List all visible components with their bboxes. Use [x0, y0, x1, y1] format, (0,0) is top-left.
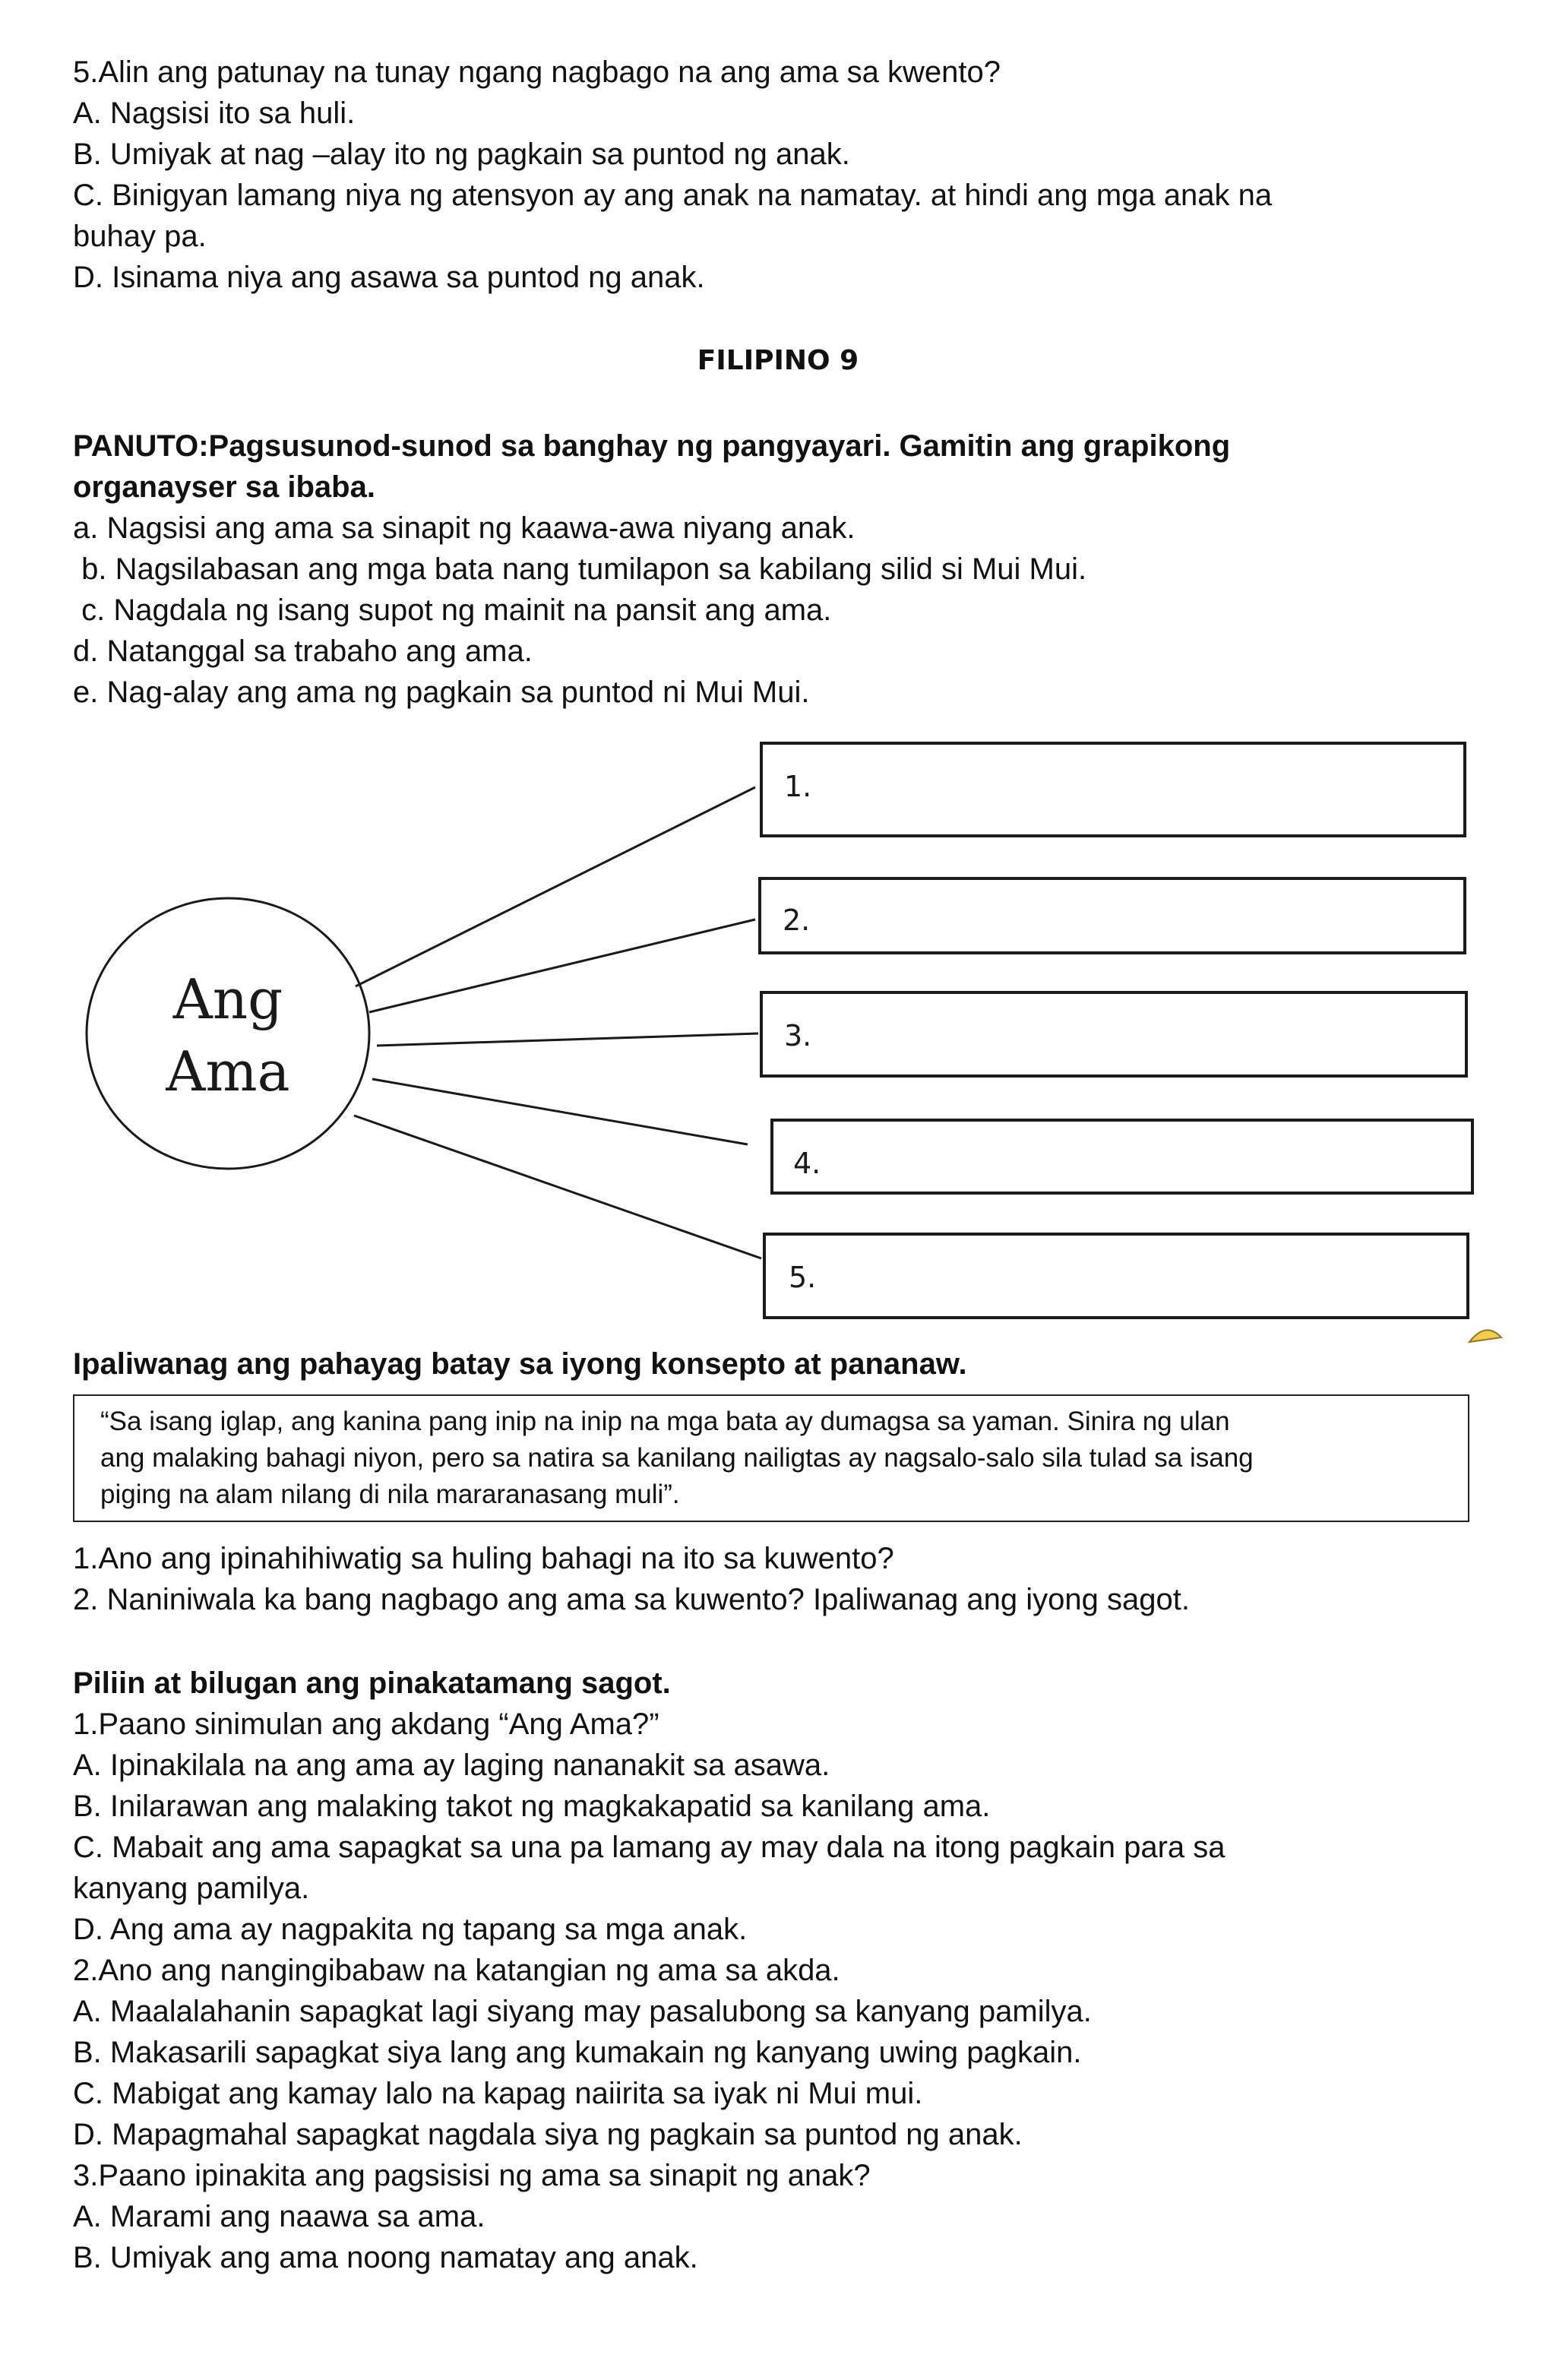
answer-box-4[interactable]: [772, 1120, 1472, 1193]
graphic-organizer: [0, 730, 1556, 1353]
choose-q3-choice-b: B. Umiyak ang ama noong namatay ang anak.: [73, 2241, 698, 2274]
question-5-choice-c: C. Binigyan lamang niya ng atensyon ay ang anak na namatay. at hindi ang mga anak na: [73, 179, 1273, 212]
question-5-choice-b: B. Umiyak at nag –alay ito ng pagkain sa puntod ng anak.: [73, 138, 850, 171]
explain-heading: Ipaliwanag ang pahayag batay sa iyong konsepto at pananaw.: [73, 1347, 967, 1381]
choose-q1-choice-d: D. Ang ama ay nagpakita ng tapang sa mga anak.: [73, 1913, 748, 1946]
choose-q2-choice-d: D. Mapagmahal sapagkat nagdala siya ng pagkain sa puntod ng anak.: [73, 2118, 1023, 2151]
question-5-stem: 5.Alin ang patunay na tunay ngang nagbago na ang ama sa kwento?: [73, 55, 1001, 89]
connector-line-1: [356, 787, 755, 986]
question-5-choice-d: D. Isinama niya ang asawa sa puntod ng anak.: [73, 261, 705, 294]
quote-line-2: ang malaking bahagi niyon, pero sa natira sa kanilang nailigtas ay nagsalo-salo sila tulad sa isang: [100, 1443, 1254, 1473]
center-label-line1: Ang: [172, 967, 283, 1031]
choose-q1-choice-b: B. Inilarawan ang malaking takot ng magkakapatid sa kanilang ama.: [73, 1790, 991, 1823]
section-title: FILIPINO 9: [697, 345, 859, 376]
answer-box-3[interactable]: [761, 992, 1466, 1076]
answer-box-5-number: 5.: [789, 1261, 817, 1294]
quote-line-1: “Sa isang iglap, ang kanina pang inip na inip na mga bata ay dumagsa sa yaman. Sinira ng ulan: [100, 1407, 1230, 1436]
answer-box-1[interactable]: [761, 743, 1465, 836]
quote-box: [73, 1394, 1469, 1522]
choose-q1-choice-c-cont: kanyang pamilya.: [73, 1872, 310, 1905]
choose-q2-stem: 2.Ano ang nangingibabaw na katangian ng ama sa akda.: [73, 1954, 840, 1987]
answer-box-2[interactable]: [760, 878, 1465, 953]
choose-q3-choice-a: A. Marami ang naawa sa ama.: [73, 2200, 485, 2233]
panuto-item-a: a. Nagsisi ang ama sa sinapit ng kaawa-awa niyang anak.: [73, 511, 855, 545]
center-oval: [87, 898, 369, 1169]
choose-q2-choice-a: A. Maalalahanin sapagkat lagi siyang may pasalubong sa kanyang pamilya.: [73, 1995, 1092, 2028]
connector-line-4: [372, 1079, 748, 1144]
answer-box-3-number: 3.: [784, 1019, 812, 1052]
panuto-heading: PANUTO:Pagsusunod-sunod sa banghay ng pangyayari. Gamitin ang grapikong: [73, 429, 1231, 463]
answer-box-5[interactable]: [764, 1234, 1468, 1318]
panuto-item-e: e. Nag-alay ang ama ng pagkain sa puntod ni Mui Mui.: [73, 676, 810, 709]
connector-line-3: [377, 1033, 758, 1046]
choose-q1-choice-a: A. Ipinakilala na ang ama ay laging nananakit sa asawa.: [73, 1749, 830, 1782]
panuto-item-b: b. Nagsilabasan ang mga bata nang tumilapon sa kabilang silid si Mui Mui.: [73, 552, 1087, 586]
quote-line-3: piging na alam nilang di nila mararanasang muli”.: [100, 1480, 680, 1509]
answer-box-4-number: 4.: [793, 1147, 821, 1180]
panuto-heading-cont: organayser sa ibaba.: [73, 470, 375, 504]
question-5-choice-c-cont: buhay pa.: [73, 220, 207, 253]
choose-q2-choice-c: C. Mabigat ang kamay lalo na kapag naiirita sa iyak ni Mui mui.: [73, 2077, 923, 2110]
center-label-line2: Ama: [166, 1040, 290, 1103]
choose-q1-stem: 1.Paano sinimulan ang akdang “Ang Ama?”: [73, 1707, 659, 1741]
panuto-item-c: c. Nagdala ng isang supot ng mainit na pansit ang ama.: [73, 593, 832, 627]
choose-q1-choice-c: C. Mabait ang ama sapagkat sa una pa lamang ay may dala na itong pagkain para sa: [73, 1831, 1226, 1864]
panuto-item-d: d. Natanggal sa trabaho ang ama.: [73, 635, 533, 668]
choose-q3-stem: 3.Paano ipinakita ang pagsisisi ng ama sa sinapit ng anak?: [73, 2159, 871, 2192]
explain-question-1: 1.Ano ang ipinahihiwatig sa huling bahagi na ito sa kuwento?: [73, 1542, 894, 1575]
decorative-corner-mark: [1469, 1330, 1501, 1342]
choose-q2-choice-b: B. Makasarili sapagkat siya lang ang kumakain ng kanyang uwing pagkain.: [73, 2036, 1082, 2069]
choose-heading: Piliin at bilugan ang pinakatamang sagot.: [73, 1666, 671, 1700]
answer-box-2-number: 2.: [783, 904, 811, 937]
explain-question-2: 2. Naniniwala ka bang nagbago ang ama sa kuwento? Ipaliwanag ang iyong sagot.: [73, 1583, 1190, 1616]
connector-line-2: [369, 919, 755, 1012]
question-5-choice-a: A. Nagsisi ito sa huli.: [73, 97, 356, 130]
answer-box-1-number: 1.: [784, 770, 812, 803]
